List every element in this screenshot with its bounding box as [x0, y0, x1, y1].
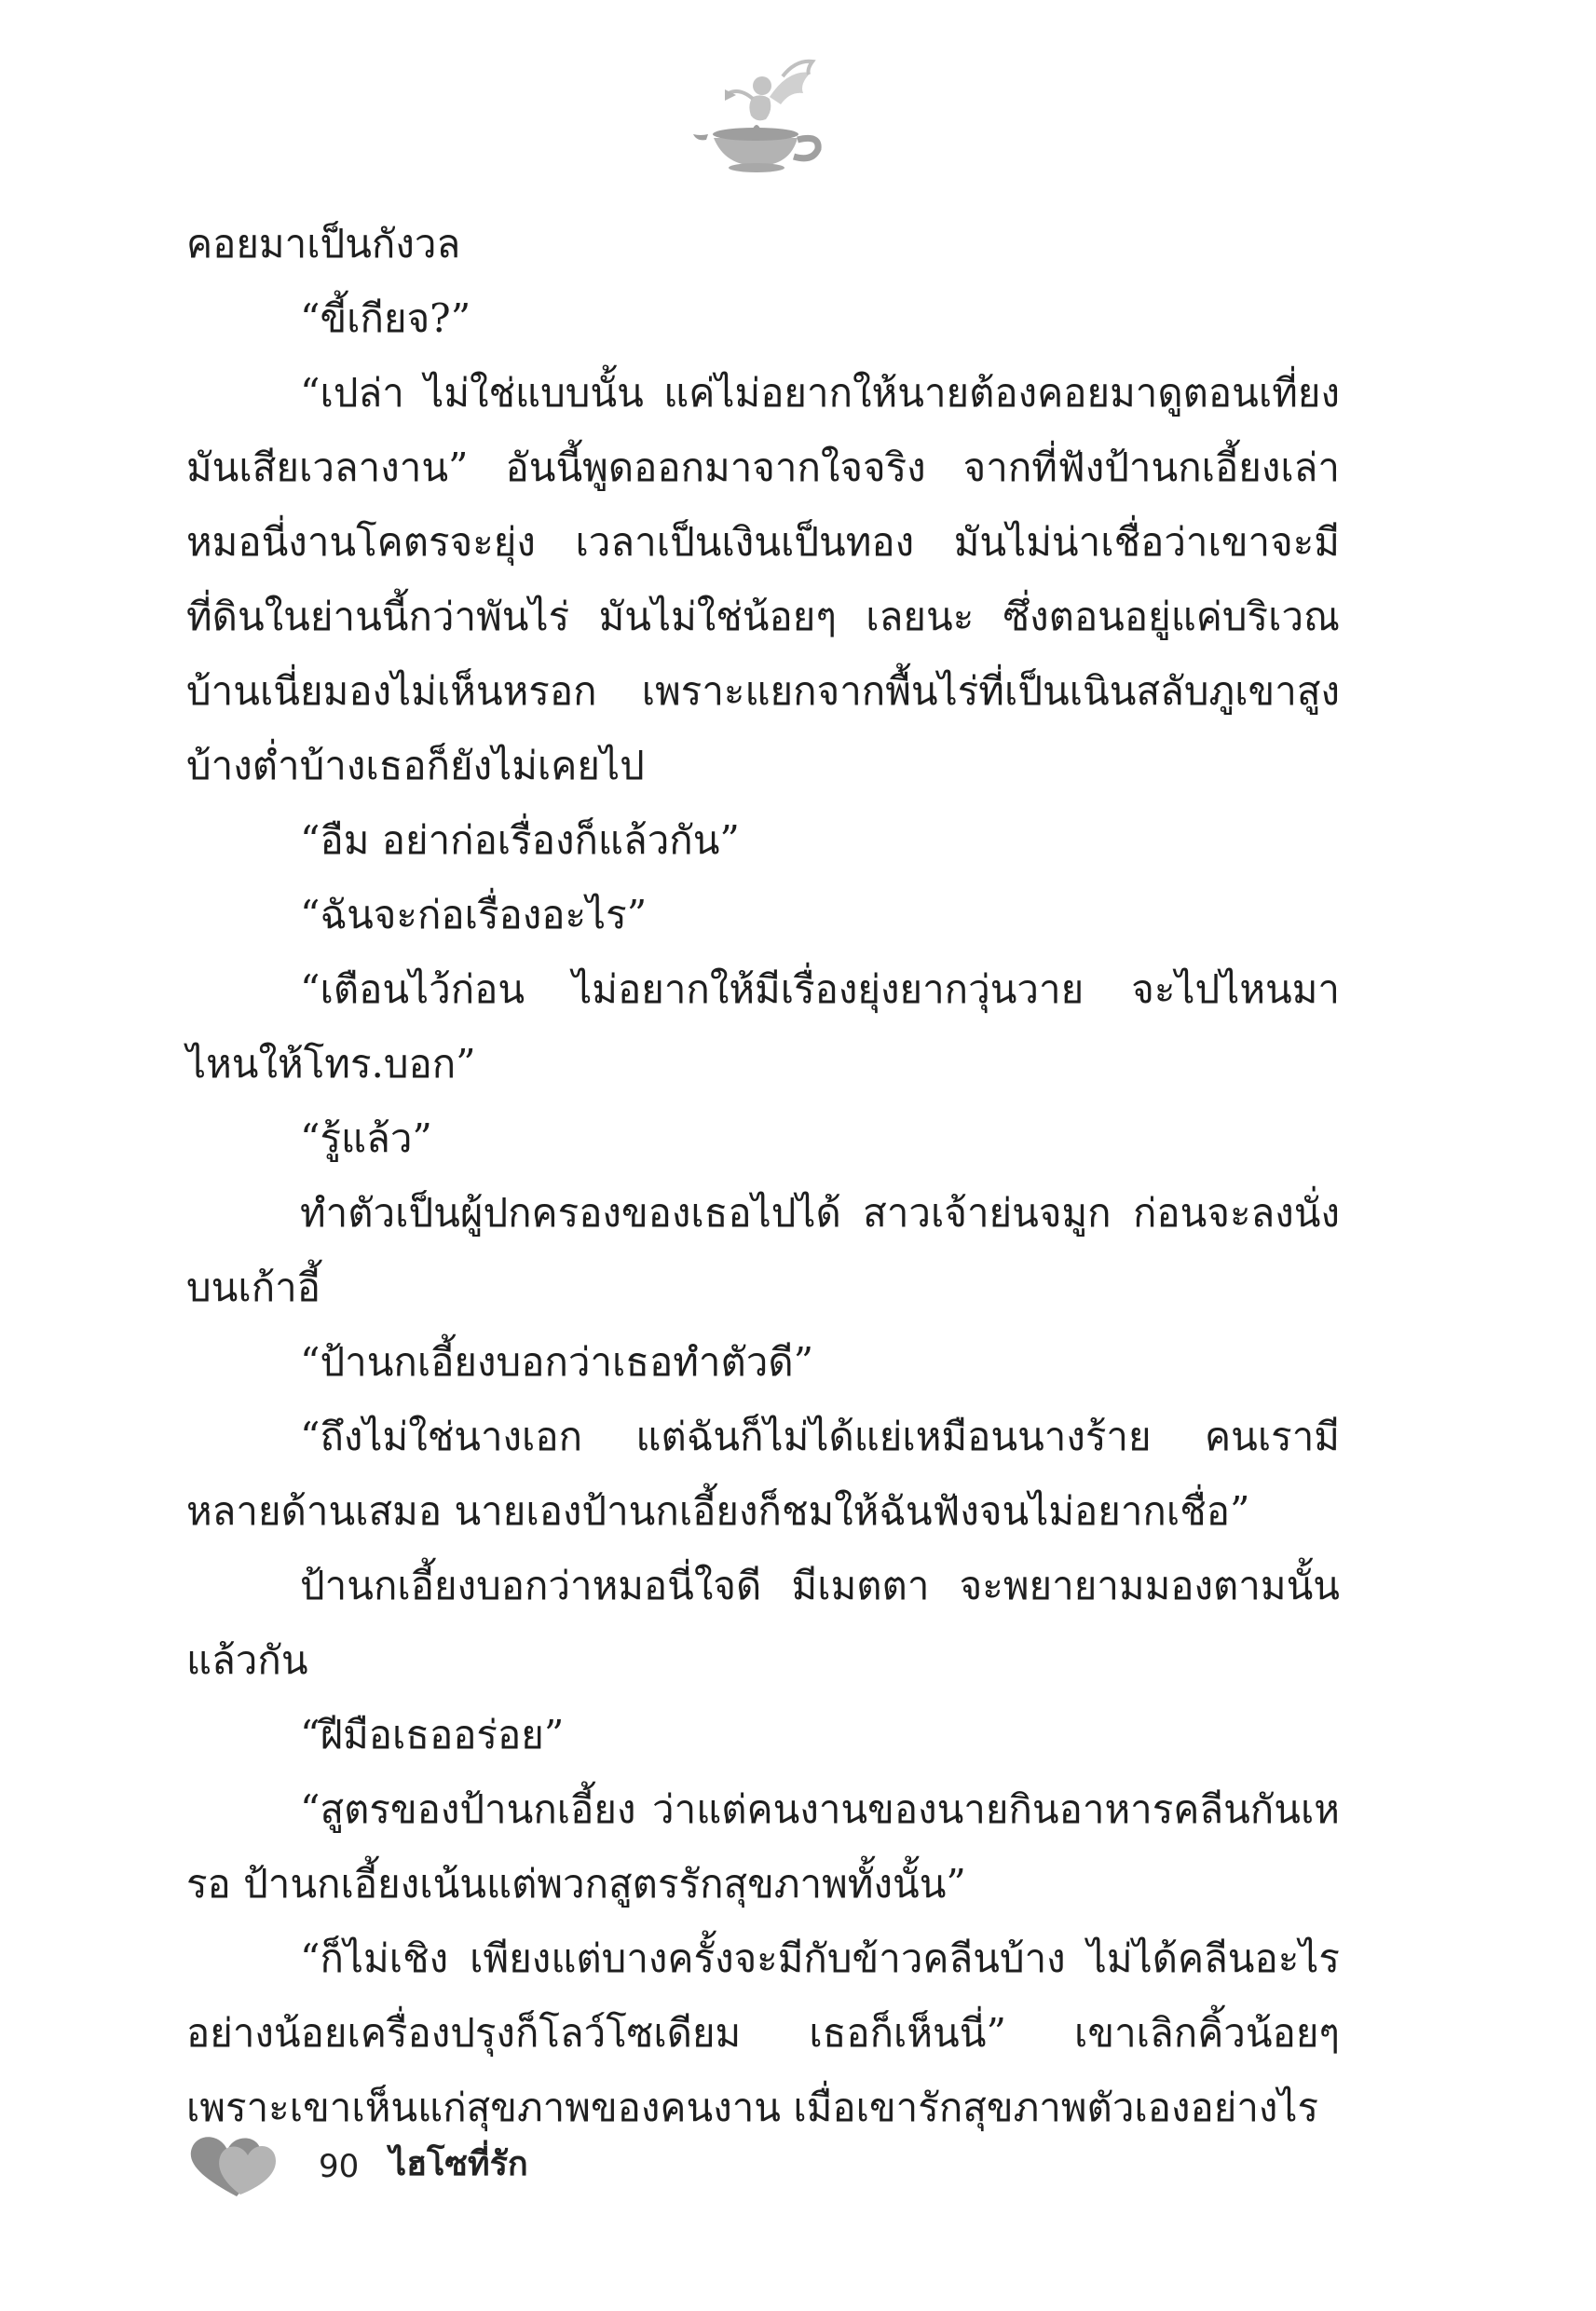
paragraph: “สูตรของป้านกเอี้ยง ว่าแต่คนงานของนายกินอาหารคลีนกันเหรอ ป้านกเอี้ยงเน้นแต่พวกสูตรรักสุขภาพทั้งนั้น” [186, 1786, 1340, 1907]
paragraph: “ฝีมือเธออร่อย” [300, 1712, 565, 1757]
paragraph: “เตือนไว้ก่อน ไม่อยากให้มีเรื่องยุ่งยากวุ่นวาย จะไปไหนมาไหนให้โทร.บอก” [186, 966, 1340, 1087]
paragraph: “ก็ไม่เชิง เพียงแต่บางครั้งจะมีกับข้าวคลีนบ้าง ไม่ได้คลีนอะไร อย่างน้อยเครื่องปรุงก็โลว์โซเดียม เธอก็เห็นนี่” เขาเลิกคิ้วน้อยๆ เพราะเขาเห็นแก่สุขภาพของคนงาน เมื่อเขารักสุขภาพตัวเองอย่างไร [186, 1935, 1340, 2130]
paragraph: “ป้านกเอี้ยงบอกว่าเธอทำตัวดี” [300, 1339, 814, 1385]
paragraph: “ขี้เกียจ?” [300, 295, 471, 341]
paragraph: คอยมาเป็นกังวล [186, 221, 461, 267]
paragraph: “อืม อย่าก่อเรื่องก็แล้วกัน” [300, 817, 740, 863]
paragraph: “รู้แล้ว” [300, 1115, 432, 1161]
book-title: ไฮโซที่รัก [389, 2145, 528, 2183]
paragraph: ป้านกเอี้ยงบอกว่าหมอนี่ใจดี มีเมตตา จะพยายามมองตามนั้นแล้วกัน [186, 1563, 1340, 1683]
page-number: 90 [319, 2148, 360, 2185]
paragraph: “เปล่า ไม่ใช่แบบนั้น แค่ไม่อยากให้นายต้องคอยมาดูตอนเที่ยง มันเสียเวลางาน” อันนี้พูดออกมาจากใจจริง จากที่ฟังป้านกเอี้ยงเล่า หมอนี่งานโคตรจะยุ่ง เวลาเป็นเงินเป็นทอง มันไม่น่าเชื่อว่าเขาจะมีที่ดินในย่านนี้กว่าพันไร่ มันไม่ใช่น้อยๆ เลยนะ ซึ่งตอนอยู่แค่บริเวณบ้านเนี่ยมองไม่เห็นหรอก เพราะแยกจากพื้นไร่ที่เป็นเนินสลับภูเขาสูงบ้างต่ำบ้างเธอก็ยังไม่เคยไป [186, 370, 1340, 788]
page-footer [183, 2129, 742, 2200]
cupid-magic-lamp-icon [688, 56, 827, 175]
double-heart-icon [183, 2129, 280, 2200]
body-text [186, 207, 1340, 2145]
paragraph: ทำตัวเป็นผู้ปกครองของเธอไปได้ สาวเจ้าย่นจมูก ก่อนจะลงนั่งบนเก้าอี้ [186, 1190, 1340, 1310]
paragraph: “ถึงไม่ใช่นางเอก แต่ฉันก็ไม่ได้แย่เหมือนนางร้าย คนเรามีหลายด้านเสมอ นายเองป้านกเอี้ยงก็ชมให้ฉันฟังจนไม่อยากเชื่อ” [186, 1414, 1340, 1534]
paragraph: “ฉันจะก่อเรื่องอะไร” [300, 892, 648, 937]
